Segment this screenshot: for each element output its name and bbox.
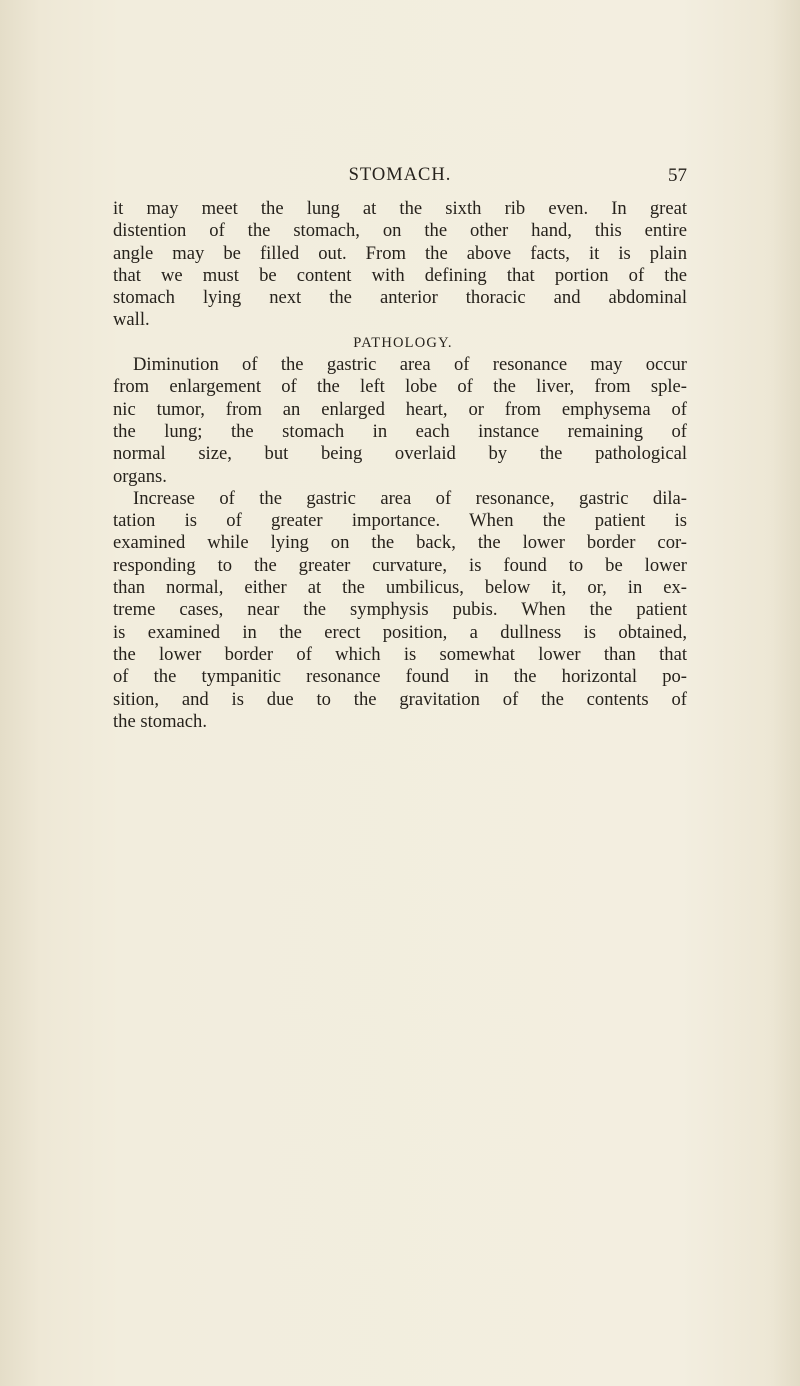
paragraph-1 <box>113 198 687 332</box>
text-line: the stomach. <box>113 710 207 732</box>
text-line: Increase of the gastric area of resonance, gastric dila- <box>133 487 687 509</box>
text-line: of the tympanitic resonance found in the horizontal po- <box>113 666 687 688</box>
running-head <box>113 165 687 191</box>
text-line: wall. <box>113 309 150 331</box>
text-line: tation is of greater importance. When the patient is <box>113 510 687 532</box>
text-line: responding to the greater curvature, is found to be lower <box>113 554 687 576</box>
body-text <box>113 198 687 733</box>
text-line: that we must be content with defining that portion of the <box>113 264 687 286</box>
text-line: examined while lying on the back, the lower border cor- <box>113 532 687 554</box>
paragraph-3 <box>113 488 687 733</box>
text-line: is examined in the erect position, a dullness is obtained, <box>113 621 687 643</box>
text-line: organs. <box>113 465 167 487</box>
text-line: sition, and is due to the gravitation of the contents of <box>113 688 687 710</box>
text-line: than normal, either at the umbilicus, below it, or, in ex- <box>113 577 687 599</box>
text-line: distention of the stomach, on the other hand, this entire <box>113 220 687 242</box>
paragraph-2 <box>113 354 687 488</box>
text-line: normal size, but being overlaid by the pathological <box>113 443 687 465</box>
text-line: the lower border of which is somewhat lower than that <box>113 643 687 665</box>
text-line: Diminution of the gastric area of resonance may occur <box>133 354 687 376</box>
text-line: it may meet the lung at the sixth rib even. In great <box>113 198 687 219</box>
text-line: angle may be filled out. From the above facts, it is plain <box>113 242 687 264</box>
text-line: from enlargement of the left lobe of the liver, from sple- <box>113 376 687 398</box>
text-line: treme cases, near the symphysis pubis. When the patient <box>113 599 687 621</box>
text-line: nic tumor, from an enlarged heart, or from emphysema of <box>113 398 687 420</box>
running-title: STOMACH. <box>348 165 452 185</box>
page-number: 57 <box>668 165 687 186</box>
text-line: stomach lying next the anterior thoracic and abdominal <box>113 287 687 309</box>
text-line: the lung; the stomach in each instance remaining of <box>113 420 687 442</box>
section-heading: PATHOLOGY. <box>353 334 453 351</box>
